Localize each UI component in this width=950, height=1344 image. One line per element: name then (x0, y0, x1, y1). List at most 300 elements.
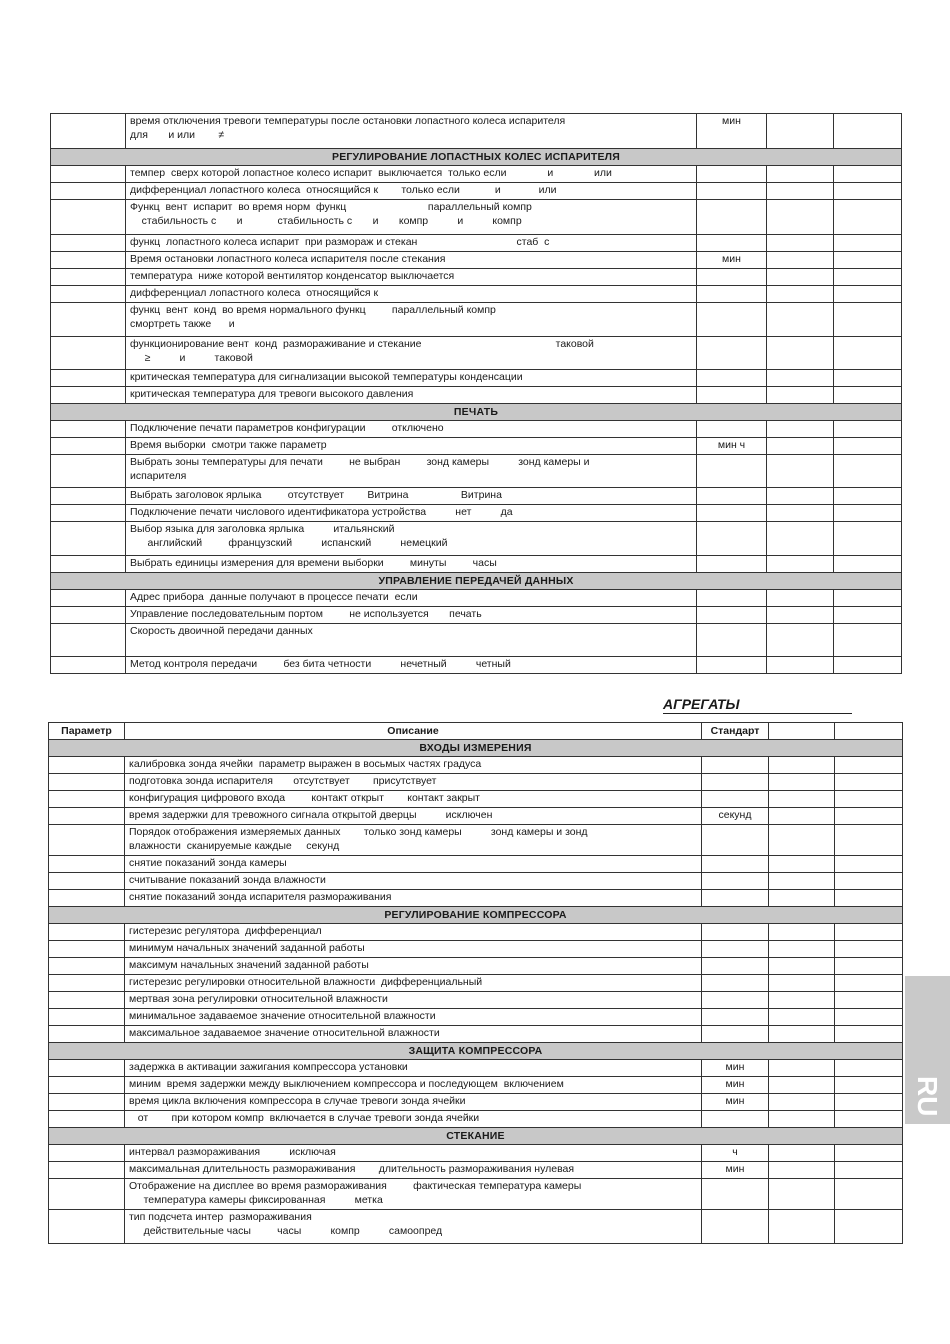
param-cell (51, 657, 126, 674)
param-cell (49, 791, 125, 808)
value-cell (834, 370, 902, 387)
value-cell (769, 825, 835, 856)
header-empty-2 (835, 723, 903, 740)
value-cell (835, 774, 903, 791)
value-cell (769, 1060, 835, 1077)
param-cell (49, 941, 125, 958)
table-row (49, 808, 903, 825)
description-cell (125, 791, 702, 808)
aggregates-heading: АГРЕГАТЫ (663, 696, 852, 714)
value-cell (835, 1145, 903, 1162)
description-line: калибровка зонда ячейки параметр выражен в восьмых частях градуса (129, 758, 482, 770)
description-cell (126, 556, 697, 573)
table-row (51, 183, 902, 200)
value-cell (767, 624, 834, 657)
value-cell (835, 941, 903, 958)
unit-cell (702, 890, 769, 907)
description-line: Выбрать единицы измерения для времени выборки минуты часы (130, 557, 497, 569)
table-row (49, 1145, 903, 1162)
value-cell (834, 166, 902, 183)
value-cell (767, 114, 834, 149)
value-cell (769, 791, 835, 808)
param-cell (51, 387, 126, 404)
unit-cell (697, 657, 767, 674)
description-cell (126, 590, 697, 607)
description-line: функц лопастного колеса испарит при размораж и стекан стаб с (130, 236, 550, 248)
description-line: задержка в активации зажигания компрессора установки (129, 1061, 408, 1073)
description-cell (125, 825, 702, 856)
param-cell (51, 370, 126, 387)
unit-cell (697, 337, 767, 370)
table-row (51, 337, 902, 370)
unit-cell (697, 522, 767, 556)
table-row (51, 303, 902, 337)
param-cell (51, 590, 126, 607)
value-cell (769, 1077, 835, 1094)
value-cell (767, 505, 834, 522)
value-cell (834, 114, 902, 149)
value-cell (767, 657, 834, 674)
description-line: для и или ≠ (130, 129, 225, 141)
description-cell (125, 1077, 702, 1094)
value-cell (769, 992, 835, 1009)
value-cell (767, 252, 834, 269)
section-title: СТЕКАНИЕ (49, 1128, 903, 1145)
description-line: минимум начальных значений заданной работы (129, 942, 365, 954)
param-cell (49, 825, 125, 856)
param-cell (49, 774, 125, 791)
value-cell (769, 808, 835, 825)
param-cell (49, 856, 125, 873)
unit-cell (697, 421, 767, 438)
section-title: ПЕЧАТЬ (51, 404, 902, 421)
unit-cell (702, 1111, 769, 1128)
unit-cell (697, 624, 767, 657)
description-line: Функц вент испарит во время норм функц параллельный компр (130, 201, 532, 213)
value-cell (767, 488, 834, 505)
description-cell (126, 235, 697, 252)
unit-cell: мин (702, 1060, 769, 1077)
description-cell (126, 522, 697, 556)
table-row (51, 114, 902, 149)
description-line: действительные часы часы компр самоопред (129, 1225, 443, 1237)
description-cell (126, 387, 697, 404)
value-cell (834, 455, 902, 488)
description-line: стабильность с и стабильность с и компр и компр (130, 215, 522, 227)
description-cell (126, 488, 697, 505)
description-line: время отключения тревоги температуры после остановки лопастного колеса испарителя (130, 115, 566, 127)
table-header-row (49, 723, 903, 740)
param-cell (51, 556, 126, 573)
param-cell (51, 235, 126, 252)
table-row (49, 791, 903, 808)
value-cell (769, 1094, 835, 1111)
unit-cell (697, 235, 767, 252)
section-header-row (51, 404, 902, 421)
value-cell (834, 269, 902, 286)
table-row (49, 856, 903, 873)
description-cell (126, 505, 697, 522)
value-cell (834, 252, 902, 269)
description-cell (126, 200, 697, 235)
unit-cell (697, 607, 767, 624)
description-line: испарителя (130, 470, 187, 482)
value-cell (769, 941, 835, 958)
description-cell (126, 114, 697, 149)
section-title: ВХОДЫ ИЗМЕРЕНИЯ (49, 740, 903, 757)
table-row (49, 1111, 903, 1128)
description-cell (125, 975, 702, 992)
value-cell (769, 757, 835, 774)
description-line: от при котором компр включается в случае тревоги зонда ячейки (129, 1112, 480, 1124)
description-line: темпер сверх которой лопастное колесо испарит выключается только если и или (130, 167, 612, 179)
value-cell (767, 269, 834, 286)
parameters-table-1 (50, 113, 902, 674)
value-cell (767, 303, 834, 337)
value-cell (769, 1026, 835, 1043)
unit-cell (702, 856, 769, 873)
value-cell (835, 1060, 903, 1077)
param-cell (49, 1060, 125, 1077)
value-cell (835, 791, 903, 808)
description-line: влажности сканируемые каждые секунд (129, 840, 340, 852)
value-cell (834, 286, 902, 303)
unit-cell (697, 590, 767, 607)
param-cell (49, 1210, 125, 1244)
table-row (49, 774, 903, 791)
section-title: УПРАВЛЕНИЕ ПЕРЕДАЧЕЙ ДАННЫХ (51, 573, 902, 590)
unit-cell (697, 200, 767, 235)
value-cell (835, 958, 903, 975)
description-line: гистерезис регулировки относительной влажности дифференциальный (129, 976, 483, 988)
section-header-row (49, 907, 903, 924)
table-row (51, 200, 902, 235)
table-row (51, 556, 902, 573)
description-cell (126, 421, 697, 438)
value-cell (767, 455, 834, 488)
section-header-row (49, 1128, 903, 1145)
description-cell (126, 455, 697, 488)
table-row (49, 958, 903, 975)
description-line: тип подсчета интер размораживания (129, 1211, 312, 1223)
section-header-row (51, 149, 902, 166)
value-cell (834, 421, 902, 438)
table-row (49, 1009, 903, 1026)
description-line: температура ниже которой вентилятор конденсатор выключается (130, 270, 455, 282)
unit-cell (702, 1009, 769, 1026)
description-cell (125, 1179, 702, 1210)
unit-cell (697, 269, 767, 286)
value-cell (834, 337, 902, 370)
value-cell (769, 856, 835, 873)
table-row (49, 992, 903, 1009)
param-cell (51, 166, 126, 183)
description-cell (126, 624, 697, 657)
description-line: максимальная длительность размораживания длительность размораживания нулевая (129, 1163, 575, 1175)
description-line: Управление последовательным портом не используется печать (130, 608, 482, 620)
description-line: функц вент конд во время нормального функц параллельный компр (130, 304, 496, 316)
description-cell (126, 657, 697, 674)
table-row (49, 1162, 903, 1179)
section-header-row (51, 573, 902, 590)
description-cell (125, 1162, 702, 1179)
table-row (51, 455, 902, 488)
unit-cell (697, 303, 767, 337)
description-line: снятие показаний зонда испарителя размораживания (129, 891, 392, 903)
param-cell (49, 975, 125, 992)
value-cell (769, 1145, 835, 1162)
value-cell (834, 505, 902, 522)
param-cell (51, 269, 126, 286)
description-cell (125, 924, 702, 941)
table-row (51, 624, 902, 657)
value-cell (835, 890, 903, 907)
value-cell (835, 808, 903, 825)
section-title: РЕГУЛИРОВАНИЕ КОМПРЕССОРА (49, 907, 903, 924)
header-empty-1 (769, 723, 835, 740)
value-cell (769, 1009, 835, 1026)
description-cell (125, 958, 702, 975)
param-cell (51, 522, 126, 556)
param-cell (51, 286, 126, 303)
value-cell (767, 607, 834, 624)
description-cell (125, 941, 702, 958)
value-cell (835, 757, 903, 774)
value-cell (835, 1162, 903, 1179)
table-row (51, 421, 902, 438)
value-cell (769, 958, 835, 975)
description-cell (125, 1060, 702, 1077)
header-desc: Описание (125, 723, 702, 740)
value-cell (767, 235, 834, 252)
table-row (49, 890, 903, 907)
description-cell (126, 337, 697, 370)
unit-cell: мин (702, 1162, 769, 1179)
unit-cell: ч (702, 1145, 769, 1162)
param-cell (49, 757, 125, 774)
value-cell (767, 370, 834, 387)
param-cell (49, 1009, 125, 1026)
value-cell (835, 825, 903, 856)
value-cell (767, 421, 834, 438)
value-cell (769, 1210, 835, 1244)
param-cell (51, 252, 126, 269)
param-cell (49, 992, 125, 1009)
parameters-table-2 (48, 722, 903, 1244)
value-cell (834, 488, 902, 505)
description-line: мертвая зона регулировки относительной влажности (129, 993, 388, 1005)
description-line: Время выборки смотри также параметр (130, 439, 327, 451)
unit-cell (697, 387, 767, 404)
unit-cell: мин (697, 252, 767, 269)
table-row (51, 370, 902, 387)
value-cell (767, 337, 834, 370)
table-row (49, 924, 903, 941)
description-cell (125, 1210, 702, 1244)
unit-cell: мин ч (697, 438, 767, 455)
value-cell (835, 1026, 903, 1043)
value-cell (834, 607, 902, 624)
table-row (51, 657, 902, 674)
table-row (49, 873, 903, 890)
param-cell (51, 505, 126, 522)
value-cell (769, 1179, 835, 1210)
param-cell (49, 1145, 125, 1162)
description-line: Метод контроля передачи без бита четности нечетный четный (130, 658, 511, 670)
unit-cell (702, 975, 769, 992)
section-header-row (49, 740, 903, 757)
value-cell (769, 774, 835, 791)
unit-cell (697, 286, 767, 303)
value-cell (767, 556, 834, 573)
description-line: Адрес прибора данные получают в процессе печати если (130, 591, 418, 603)
table-row (51, 488, 902, 505)
description-line: функционирование вент конд размораживание и стекание таковой (130, 338, 594, 350)
description-cell (125, 757, 702, 774)
param-cell (49, 958, 125, 975)
param-cell (51, 337, 126, 370)
value-cell (835, 856, 903, 873)
value-cell (834, 438, 902, 455)
unit-cell (702, 992, 769, 1009)
unit-cell (697, 370, 767, 387)
description-line: критическая температура для сигнализации высокой температуры конденсации (130, 371, 523, 383)
value-cell (834, 235, 902, 252)
table-row (51, 607, 902, 624)
value-cell (835, 1179, 903, 1210)
description-cell (126, 286, 697, 303)
param-cell (49, 873, 125, 890)
value-cell (835, 1009, 903, 1026)
param-cell (51, 114, 126, 149)
value-cell (769, 924, 835, 941)
table-row (49, 1210, 903, 1244)
description-cell (125, 890, 702, 907)
description-cell (125, 808, 702, 825)
unit-cell (702, 774, 769, 791)
description-cell (125, 873, 702, 890)
unit-cell: мин (702, 1094, 769, 1111)
value-cell (835, 1210, 903, 1244)
table-row (49, 757, 903, 774)
value-cell (767, 522, 834, 556)
description-cell (125, 856, 702, 873)
table-row (49, 1094, 903, 1111)
value-cell (834, 522, 902, 556)
param-cell (51, 183, 126, 200)
value-cell (769, 873, 835, 890)
param-cell (49, 1094, 125, 1111)
value-cell (835, 1111, 903, 1128)
value-cell (767, 286, 834, 303)
description-line: Выбрать заголовок ярлыка отсутствует Витрина Витрина (130, 489, 502, 501)
value-cell (834, 200, 902, 235)
value-cell (835, 1077, 903, 1094)
param-cell (51, 421, 126, 438)
value-cell (835, 975, 903, 992)
header-param: Параметр (49, 723, 125, 740)
value-cell (769, 975, 835, 992)
description-line: время цикла включения компрессора в случае тревоги зонда ячейки (129, 1095, 466, 1107)
value-cell (769, 1162, 835, 1179)
description-line: Выбор языка для заголовка ярлыка итальянский (130, 523, 395, 535)
unit-cell: мин (697, 114, 767, 149)
value-cell (767, 438, 834, 455)
description-cell (125, 1009, 702, 1026)
unit-cell (702, 1179, 769, 1210)
value-cell (834, 183, 902, 200)
description-cell (125, 1111, 702, 1128)
table-row (51, 235, 902, 252)
description-cell (126, 269, 697, 286)
description-line: Выбрать зоны температуры для печати не выбран зонд камеры зонд камеры и (130, 456, 590, 468)
description-line: интервал размораживания исключая (129, 1146, 336, 1158)
description-line: считывание показаний зонда влажности (129, 874, 326, 886)
param-cell (51, 438, 126, 455)
param-cell (51, 488, 126, 505)
unit-cell (697, 505, 767, 522)
description-line: дифференциал лопастного колеса относящийся к (130, 287, 379, 299)
description-cell (126, 370, 697, 387)
value-cell (834, 657, 902, 674)
value-cell (767, 166, 834, 183)
table-row (51, 438, 902, 455)
unit-cell (702, 924, 769, 941)
unit-cell (702, 757, 769, 774)
param-cell (49, 924, 125, 941)
description-line: гистерезис регулятора дифференциал (129, 925, 322, 937)
description-cell (126, 252, 697, 269)
param-cell (51, 624, 126, 657)
description-line: Порядок отображения измеряемых данных только зонд камеры зонд камеры и зонд (129, 826, 588, 838)
description-line: снятие показаний зонда камеры (129, 857, 287, 869)
table-row (51, 269, 902, 286)
description-line: Время остановки лопастного колеса испарителя после стекания (130, 253, 446, 265)
value-cell (767, 590, 834, 607)
description-line: максимальное задаваемое значение относительной влажности (129, 1027, 440, 1039)
description-cell (126, 183, 697, 200)
table-row (49, 1060, 903, 1077)
param-cell (49, 1026, 125, 1043)
unit-cell: мин (702, 1077, 769, 1094)
description-line: подготовка зонда испарителя отсутствует присутствует (129, 775, 437, 787)
value-cell (834, 590, 902, 607)
description-cell (126, 166, 697, 183)
table-row (49, 941, 903, 958)
unit-cell (697, 488, 767, 505)
description-line: максимум начальных значений заданной работы (129, 959, 369, 971)
unit-cell: секунд (702, 808, 769, 825)
unit-cell (697, 455, 767, 488)
value-cell (835, 992, 903, 1009)
description-line: смортреть также и (130, 318, 235, 330)
description-line: дифференциал лопастного колеса относящийся к только если и или (130, 184, 557, 196)
description-cell (126, 438, 697, 455)
description-line: ≥ и таковой (130, 352, 253, 364)
param-cell (49, 1111, 125, 1128)
value-cell (767, 387, 834, 404)
description-cell (126, 303, 697, 337)
description-cell (125, 992, 702, 1009)
unit-cell (702, 941, 769, 958)
unit-cell (702, 958, 769, 975)
param-cell (49, 890, 125, 907)
description-cell (125, 1094, 702, 1111)
description-line: конфигурация цифрового входа контакт открыт контакт закрыт (129, 792, 480, 804)
description-cell (126, 607, 697, 624)
param-cell (51, 455, 126, 488)
param-cell (51, 303, 126, 337)
